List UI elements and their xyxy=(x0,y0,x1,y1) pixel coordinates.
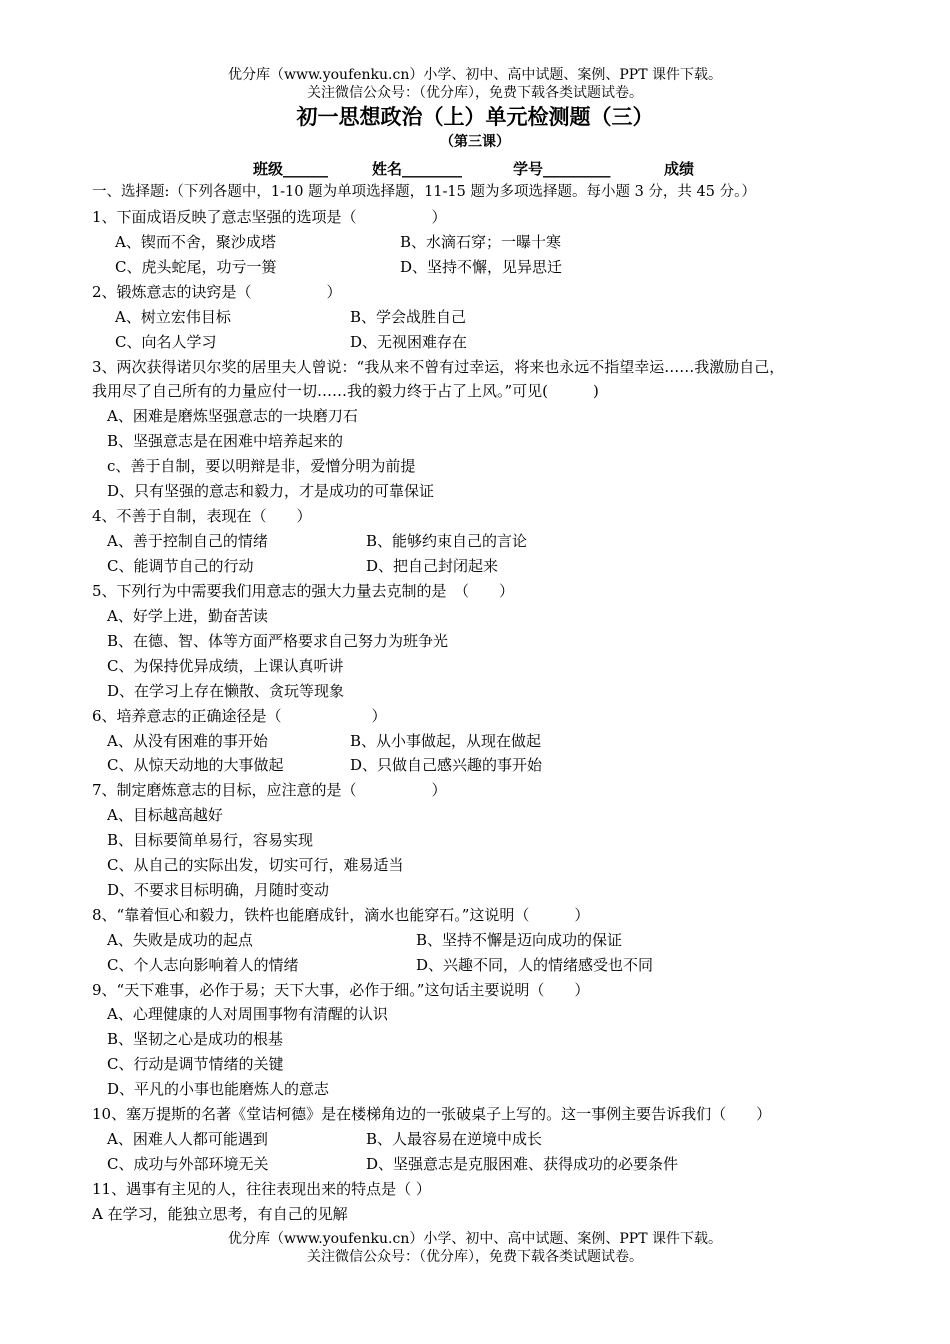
question-5-stem: 5、下列行为中需要我们用意志的强大力量去克制的是 （ ） xyxy=(92,582,515,600)
section-heading: 一、选择题:（下列各题中，1-10 题为单项选择题，11-15 题为多项选择题。每小题 3 分，共 45 分。） xyxy=(92,184,756,200)
score-field: 成绩 xyxy=(664,160,695,178)
question-3-option-b: B、坚强意志是在困难中培养起来的 xyxy=(107,432,344,450)
question-4-option-d: D、把自己封闭起来 xyxy=(366,557,499,575)
question-10-option-c: C、成功与外部环境无关 xyxy=(107,1155,269,1173)
question-4-option-a: A、善于控制自己的情绪 xyxy=(107,532,268,550)
header-line-2: 关注微信公众号：（优分库），免费下载各类试题试卷。 xyxy=(307,85,643,101)
page-subtitle: （第三课） xyxy=(440,134,510,150)
class-field: 班级______ xyxy=(253,160,329,178)
name-field: 姓名________ xyxy=(372,160,463,178)
question-2-option-d: D、无视困难存在 xyxy=(350,333,468,351)
question-10-stem: 10、塞万提斯的名著《堂诘柯德》是在楼梯角边的一张破桌子上写的。这一事例主要告诉我们（ ） xyxy=(92,1105,772,1123)
question-9-stem: 9、“天下难事，必作于易；天下大事，必作于细。”这句话主要说明（ ） xyxy=(92,981,590,999)
question-3-option-c: c、善于自制，要以明辩是非，爱憎分明为前提 xyxy=(107,457,416,475)
question-8-stem: 8、“靠着恒心和毅力，铁杵也能磨成针，滴水也能穿石。”这说明（ ） xyxy=(92,906,590,924)
question-5-option-b: B、在德、智、体等方面严格要求自己努力为班争光 xyxy=(107,632,449,650)
question-3-stem-line-2: 我用尽了自己所有的力量应付一切……我的毅力终于占了上风。”可见( ) xyxy=(92,382,599,400)
question-6-option-c: C、从惊天动地的大事做起 xyxy=(107,756,284,774)
question-7-option-d: D、不要求目标明确，月随时变动 xyxy=(107,881,330,899)
question-3-stem-line-1: 3、两次获得诺贝尔奖的居里夫人曾说：“我从来不曾有过幸运，将来也永远不指望幸运……我激励自己， xyxy=(92,358,785,376)
question-9-option-c: C、行动是调节情绪的关键 xyxy=(107,1055,284,1073)
question-7-option-b: B、目标要简单易行，容易实现 xyxy=(107,831,314,849)
question-1-option-b: B、水滴石穿；一曝十寒 xyxy=(400,233,562,251)
question-5-option-a: A、好学上进，勤奋苦读 xyxy=(107,607,268,625)
question-4-stem: 4、不善于自制，表现在（ ） xyxy=(92,507,312,525)
question-10-option-b: B、人最容易在逆境中成长 xyxy=(366,1130,543,1148)
question-6-option-b: B、从小事做起，从现在做起 xyxy=(350,732,542,750)
question-5-option-d: D、在学习上存在懒散、贪玩等现象 xyxy=(107,682,345,700)
question-2-stem: 2、锻炼意志的诀窍是（ ） xyxy=(92,283,342,301)
footer-line-2: 关注微信公众号：（优分库），免费下载各类试题试卷。 xyxy=(307,1249,643,1265)
question-3-option-a: A、困难是磨炼坚强意志的一块磨刀石 xyxy=(107,407,358,425)
question-7-option-c: C、从自己的实际出发，切实可行，难易适当 xyxy=(107,856,404,874)
question-2-option-c: C、向名人学习 xyxy=(115,333,217,351)
student-info-fields xyxy=(0,158,950,180)
question-11-option-a: A 在学习，能独立思考，有自己的见解 xyxy=(92,1205,348,1223)
question-4-option-c: C、能调节自己的行动 xyxy=(107,557,254,575)
question-6-option-d: D、只做自己感兴趣的事开始 xyxy=(350,756,543,774)
question-9-option-d: D、平凡的小事也能磨炼人的意志 xyxy=(107,1080,330,1098)
question-8-option-b: B、坚持不懈是迈向成功的保证 xyxy=(416,931,623,949)
question-9-option-a: A、心理健康的人对周围事物有清醒的认识 xyxy=(107,1005,388,1023)
question-1-option-c: C、虎头蛇尾，功亏一篑 xyxy=(115,258,277,276)
question-3-option-d: D、只有坚强的意志和毅力，才是成功的可靠保证 xyxy=(107,482,435,500)
question-7-option-a: A、目标越高越好 xyxy=(107,806,223,824)
question-10-option-a: A、困难人人都可能遇到 xyxy=(107,1130,268,1148)
question-10-option-d: D、坚强意志是克服困难、获得成功的必要条件 xyxy=(366,1155,679,1173)
question-5-option-c: C、为保持优异成绩，上课认真听讲 xyxy=(107,657,344,675)
question-2-option-b: B、学会战胜自己 xyxy=(350,308,467,326)
header-line-1: 优分库（www.youfenku.cn）小学、初中、高中试题、案例、PPT 课件下载。 xyxy=(227,67,722,83)
question-6-stem: 6、培养意志的正确途径是（ ） xyxy=(92,707,387,725)
question-1-stem: 1、下面成语反映了意志坚强的选项是（ ） xyxy=(92,208,447,226)
page-title: 初一思想政治（上）单元检测题（三） xyxy=(296,104,654,129)
question-1-option-a: A、锲而不舍，聚沙成塔 xyxy=(115,233,276,251)
question-1-option-d: D、坚持不懈，见异思迁 xyxy=(400,258,563,276)
question-7-stem: 7、制定磨炼意志的目标，应注意的是（ ） xyxy=(92,781,447,799)
question-8-option-d: D、兴趣不同，人的情绪感受也不同 xyxy=(416,956,654,974)
question-4-option-b: B、能够约束自己的言论 xyxy=(366,532,528,550)
question-6-option-a: A、从没有困难的事开始 xyxy=(107,732,268,750)
question-8-option-a: A、失败是成功的起点 xyxy=(107,931,253,949)
number-field: 学号_________ xyxy=(513,160,611,178)
question-2-option-a: A、树立宏伟目标 xyxy=(115,308,231,326)
question-11-stem: 11、遇事有主见的人，往往表现出来的特点是（ ） xyxy=(92,1180,431,1198)
question-8-option-c: C、个人志向影响着人的情绪 xyxy=(107,956,299,974)
footer-line-1: 优分库（www.youfenku.cn）小学、初中、高中试题、案例、PPT 课件下载。 xyxy=(227,1231,722,1247)
question-9-option-b: B、坚韧之心是成功的根基 xyxy=(107,1030,284,1048)
